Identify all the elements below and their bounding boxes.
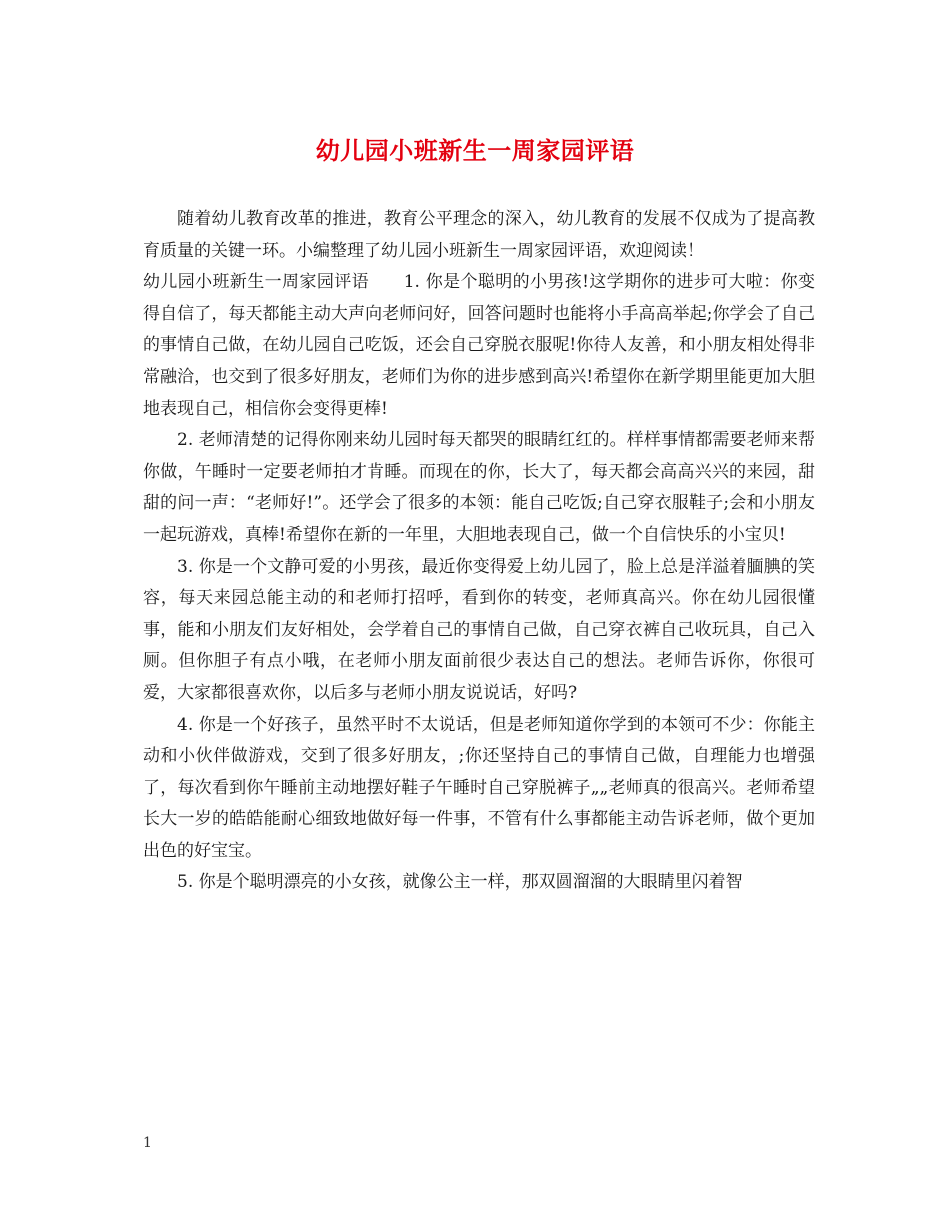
paragraph-comment-5: 5. 你是个聪明漂亮的小女孩，就像公主一样，那双圆溜溜的大眼睛里闪着智 xyxy=(177,872,743,893)
document-body xyxy=(143,204,815,899)
paragraph-intro: 随着幼儿教育改革的推进，教育公平理念的深入，幼儿教育的发展不仅成为了提高教育质量的关键一环。小编整理了幼儿园小班新生一周家园评语，欢迎阅读！ xyxy=(143,209,815,261)
document-title: 幼儿园小班新生一周家园评语 xyxy=(315,136,635,165)
paragraph-comment-2: 2. 老师清楚的记得你刚来幼儿园时每天都哭的眼睛红红的。样样事情都需要老师来帮你做，午睡时一定要老师拍才肯睡。而现在的你，长大了，每天都会高高兴兴的来园，甜甜的问一声：“老师好!”。还学会了很多的本领：能自己吃饭;自己穿衣服鞋子;会和小朋友一起玩游戏，真棒!希望你在新的一年里，大胆地表现自己，做一个自信快乐的小宝贝! xyxy=(143,430,815,545)
page-number: 1 xyxy=(143,1135,152,1151)
paragraph-comment-1: 幼儿园小班新生一周家园评语 1. 你是个聪明的小男孩!这学期你的进步可大啦：你变得自信了，每天都能主动大声向老师问好，回答问题时也能将小手高高举起;你学会了自己的事情自己做，在幼儿园自己吃饭，还会自己穿脱衣服呢!你待人友善，和小朋友相处得非常融洽，也交到了很多好朋友，老师们为你的进步感到高兴!希望你在新学期里能更加大胆地表现自己，相信你会变得更棒! xyxy=(143,272,815,419)
paragraph-comment-4: 4. 你是一个好孩子，虽然平时不太说话，但是老师知道你学到的本领可不少：你能主动和小伙伴做游戏，交到了很多好朋友，;你还坚持自己的事情自己做，自理能力也增强了，每次看到你午睡前主动地摆好鞋子午睡时自己穿脱裤子„„老师真的很高兴。老师希望长大一岁的皓皓能耐心细致地做好每一件事，不管有什么事都能主动告诉老师，做个更加出色的好宝宝。 xyxy=(143,714,815,861)
paragraph-comment-3: 3. 你是一个文静可爱的小男孩，最近你变得爱上幼儿园了，脸上总是洋溢着腼腆的笑容，每天来园总能主动的和老师打招呼，看到你的转变，老师真高兴。你在幼儿园很懂事，能和小朋友们友好相处，会学着自己的事情自己做，自己穿衣裤自己收玩具，自己入厕。但你胆子有点小哦，在老师小朋友面前很少表达自己的想法。老师告诉你，你很可爱，大家都很喜欢你，以后多与老师小朋友说说话，好吗? xyxy=(143,556,815,703)
